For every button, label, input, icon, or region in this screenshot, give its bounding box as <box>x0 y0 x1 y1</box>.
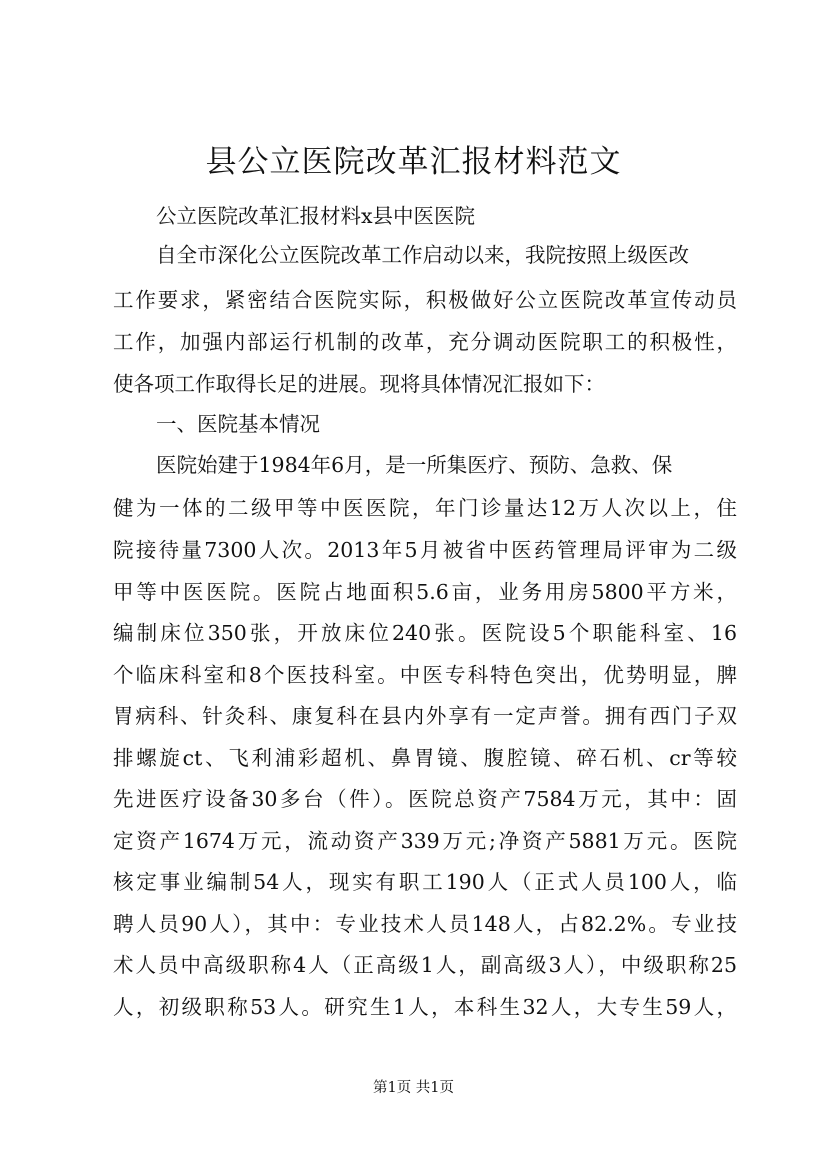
body-line-6: 个临床科室和8个医技科室。中医专科特色突出，优势明显，脾 <box>113 663 737 687</box>
body-line-8: 排螺旋ct、飞利浦彩超机、鼻胃镜、腹腔镜、碎石机、cr等较 <box>113 746 737 770</box>
body-line-12: 聘人员90人），其中：专业技术人员148人，占82.2%。专业技 <box>113 912 737 936</box>
body-line-14: 人，初级职称53人。研究生1人，本科生32人，大专生59人， <box>113 995 737 1019</box>
page-footer: 第1页 共1页 <box>372 1080 455 1096</box>
body-line-2: 健为一体的二级甲等中医医院，年门诊量达12万人次以上，住 <box>113 496 737 520</box>
body-line-11: 核定事业编制54人，现实有职工190人（正式人员100人，临 <box>113 870 737 894</box>
body-line-7: 胃病科、针灸科、康复科在县内外享有一定声誉。拥有西门子双 <box>113 704 737 728</box>
body-line-10: 定资产1674万元，流动资产339万元;净资产5881万元。医院 <box>113 829 737 853</box>
body-line-5: 编制床位350张，开放床位240张。医院设5个职能科室、16 <box>113 621 737 645</box>
body-line-9: 先进医疗设备30多台（件）。医院总资产7584万元，其中：固 <box>113 787 737 811</box>
intro-line-4: 使各项工作取得长足的进展。现将具体情况汇报如下： <box>113 372 605 396</box>
body-line-1: 医院始建于1984年6月，是一所集医疗、预防、急救、保 <box>156 453 673 477</box>
intro-line-1: 自全市深化公立医院改革工作启动以来，我院按照上级医改 <box>156 243 689 267</box>
body-line-3: 院接待量7300人次。2013年5月被省中医药管理局评审为二级 <box>113 538 737 562</box>
intro-line-3: 工作，加强内部运行机制的改革，充分调动医院职工的积极性， <box>113 330 737 354</box>
section-heading: 一、医院基本情况 <box>156 412 320 436</box>
document-subtitle: 公立医院改革汇报材料x县中医医院 <box>156 204 476 228</box>
body-line-4: 甲等中医医院。医院占地面积5.6亩，业务用房5800平方米， <box>113 580 737 604</box>
intro-line-2: 工作要求，紧密结合医院实际，积极做好公立医院改革宣传动员 <box>113 288 737 312</box>
document-title: 县公立医院改革汇报材料范文 <box>205 144 622 180</box>
body-line-13: 术人员中高级职称4人（正高级1人，副高级3人），中级职称25 <box>113 953 737 977</box>
